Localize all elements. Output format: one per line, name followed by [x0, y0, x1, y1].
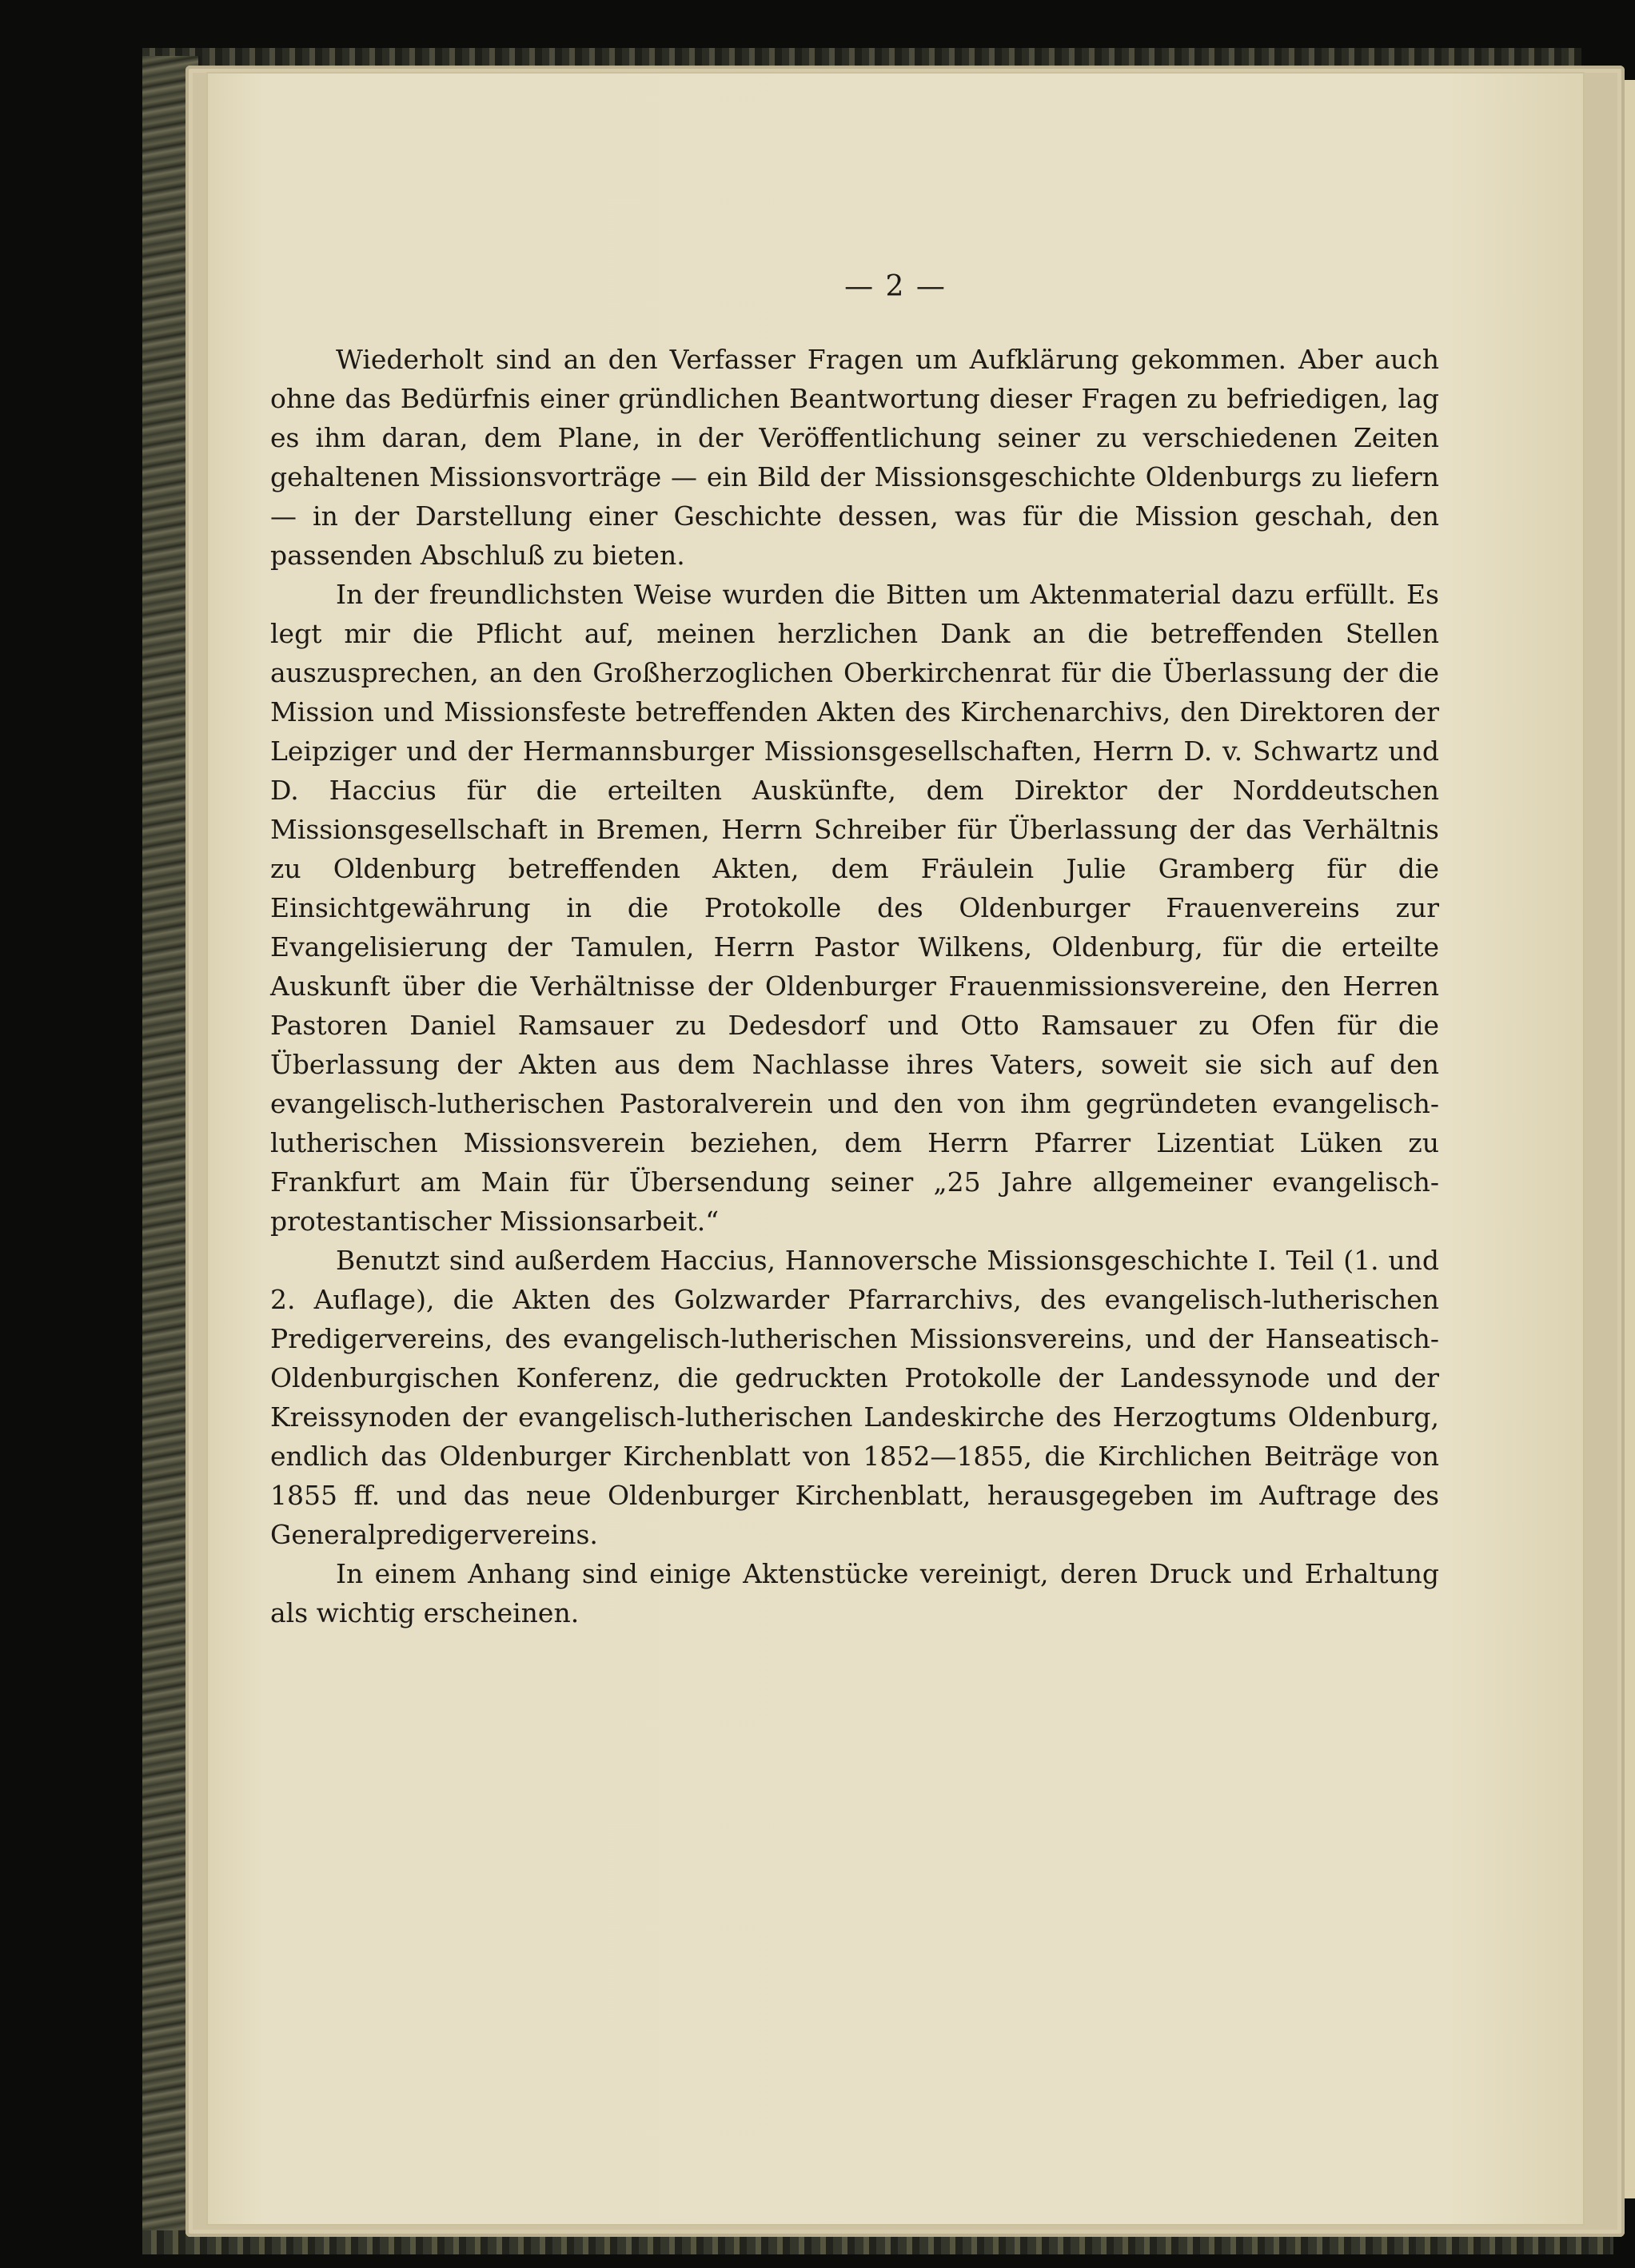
- page-number: — 2 —: [844, 270, 947, 303]
- paragraph-3: Benutzt sind außerdem Haccius, Hannoversche Missionsgeschichte I. Teil (1. und 2. Auflage), die Akten des Golzwarder Pfarrarchivs, des evangelisch-lutherischen Predigervereins, des evangelisch-lutherischen Missionsvereins, und der Hanseatisch-Oldenburgischen Konferenz, die gedruckten Protokolle der Landessynode und der Kreissynoden der evangelisch-lutherischen Landeskirche des Herzogtums Oldenburg, endlich das Oldenburger Kirchenblatt von 1852—1855, die Kirchlichen Beiträge von 1855 ff. und das neue Oldenburger Kirchenblatt, herausgegeben im Auftrage des Generalpredigervereins.: [270, 1245, 1439, 1550]
- paragraph-1: Wiederholt sind an den Verfasser Fragen um Aufklärung gekommen. Aber auch ohne das Bedürfnis einer gründlichen Beantwortung dieser Fragen zu befriedigen, lag es ihm daran, dem Plane, in der Veröffentlichung seiner zu verschiedenen Zeiten gehaltenen Missionsvorträge — ein Bild der Missionsgeschichte Oldenburgs zu liefern — in der Darstellung einer Geschichte dessen, was für die Mission geschah, den passenden Abschluß zu bieten.: [270, 344, 1439, 571]
- paragraph-2: In der freundlichsten Weise wurden die Bitten um Aktenmaterial dazu erfüllt. Es legt mir die Pflicht auf, meinen herzlichen Dank an die betreffenden Stellen auszusprechen, an den Großherzoglichen Oberkirchenrat für die Überlassung der die Mission und Missionsfeste betreffenden Akten des Kirchenarchivs, den Direktoren der Leipziger und der Hermannsburger Missionsgesellschaften, Herrn D. v. Schwartz und D. Haccius für die erteilten Auskünfte, dem Direktor der Norddeutschen Missionsgesellschaft in Bremen, Herrn Schreiber für Überlassung der das Verhältnis zu Oldenburg betreffenden Akten, dem Fräulein Julie Gramberg für die Einsichtgewährung in die Protokolle des Oldenburger Frauenvereins zur Evangelisierung der Tamulen, Herrn Pastor Wilkens, Oldenburg, für die erteilte Auskunft über die Verhältnisse der Oldenburger Frauenmissionsvereine, den Herren Pastoren Daniel Ramsauer zu Dedesdorf und Otto Ramsauer zu Ofen für die Überlassung der Akten aus dem Nachlasse ihres Vaters, soweit sie sich auf den evangelisch-lutherischen Pastoralverein und den von ihm gegründeten evangelisch-lutherischen Missionsverein beziehen, dem Herrn Pfarrer Lizentiat Lüken zu Frankfurt am Main für Übersendung seiner „25 Jahre allgemeiner evangelisch-protestantischer Missionsarbeit.“: [270, 579, 1439, 1237]
- body-text: [270, 340, 1439, 1632]
- paragraph-4: In einem Anhang sind einige Aktenstücke vereinigt, deren Druck und Erhaltung als wichtig erscheinen.: [270, 1558, 1439, 1628]
